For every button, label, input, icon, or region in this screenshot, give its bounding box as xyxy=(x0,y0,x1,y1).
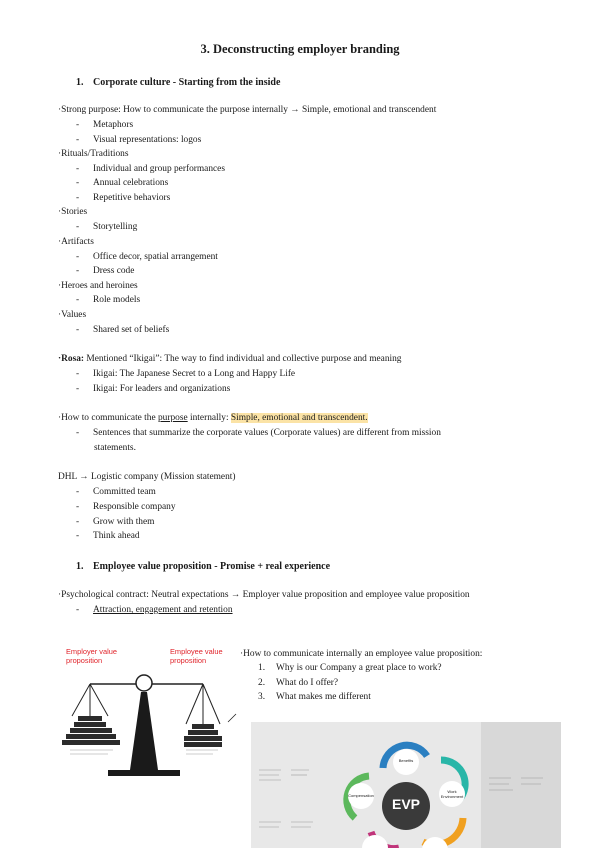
list-item: - Committed team xyxy=(76,487,156,497)
evp-segment-label: Compensation xyxy=(348,793,374,798)
list-item: - Role models xyxy=(76,295,141,305)
section-heading-corporate-culture xyxy=(76,77,280,88)
rosa-label: ·Rosa: xyxy=(58,354,85,364)
list-item: - Shared set of beliefs xyxy=(76,325,170,335)
scale-figure xyxy=(58,640,238,790)
numbered-item: 1. Why is our Company a great place to work? xyxy=(258,663,442,673)
communicate-purpose-line: ·How to communicate the purpose internally: Simple, emotional and transcendent. xyxy=(58,413,368,423)
underlined-purpose: purpose xyxy=(157,413,188,423)
list-item: - Annual celebrations xyxy=(76,178,169,188)
bullet-values: ·Values xyxy=(58,310,87,320)
list-item: - Office decor, spatial arrangement xyxy=(76,252,218,262)
employee-value-label: Employee value proposition xyxy=(170,647,223,665)
highlighted-text: Simple, emotional and transcendent. xyxy=(230,413,368,423)
list-item: - Responsible company xyxy=(76,502,176,512)
page-title: 3. Deconstructing employer branding xyxy=(200,42,400,56)
rosa-note xyxy=(58,354,402,364)
employer-value-label: Employer value proposition xyxy=(66,647,117,665)
section-title: Corporate culture - Starting from the inside xyxy=(93,77,281,88)
list-item: - Metaphors xyxy=(76,120,134,130)
list-item-continuation: statements. xyxy=(94,443,136,453)
bullet-artifacts: ·Artifacts xyxy=(58,237,94,247)
evp-wheel-drawing xyxy=(251,722,561,848)
dhl-heading: DHL → Logistic company (Mission statement) xyxy=(58,472,236,482)
section-number: 1. xyxy=(76,561,84,572)
balance-scale-drawing xyxy=(58,640,238,790)
list-item: - Dress code xyxy=(76,266,135,276)
evp-segment-label: Work Environment xyxy=(440,789,464,799)
list-item: - Visual representations: logos xyxy=(76,135,202,145)
rosa-text: Mentioned “Ikigai”: The way to find individual and collective purpose and meaning xyxy=(84,354,402,364)
section-heading-evp xyxy=(76,561,330,572)
evp-wheel-figure xyxy=(251,722,561,848)
list-item: - Storytelling xyxy=(76,222,138,232)
list-item: - Individual and group performances xyxy=(76,164,225,174)
section-title: Employee value proposition - Promise + real experience xyxy=(93,561,331,572)
bullet-stories: ·Stories xyxy=(58,207,88,217)
numbered-item: 3. What makes me different xyxy=(258,692,371,702)
bullet-rituals: ·Rituals/Traditions xyxy=(58,149,129,159)
numbered-item: 2. What do I offer? xyxy=(258,678,339,688)
bullet-psychological-contract: ·Psychological contract: Neutral expectations → Employer value proposition and employee value proposition xyxy=(58,590,470,600)
evp-center-label: EVP xyxy=(391,796,420,812)
evp-question-heading: ·How to communicate internally an employee value proposition: xyxy=(240,649,483,659)
list-item: - Sentences that summarize the corporate values (Corporate values) are different from mission xyxy=(76,428,441,438)
evp-segment-label: Benefits xyxy=(398,758,414,763)
bullet-heroes: ·Heroes and heroines xyxy=(58,281,138,291)
bullet-strong-purpose: ·Strong purpose: How to communicate the purpose internally → Simple, emotional and transcendent xyxy=(58,105,437,115)
list-item: - Ikigai: The Japanese Secret to a Long and Happy Life xyxy=(76,369,296,379)
list-item: - Attraction, engagement and retention xyxy=(76,605,233,615)
list-item: - Think ahead xyxy=(76,531,140,541)
list-item: - Repetitive behaviors xyxy=(76,193,171,203)
section-number: 1. xyxy=(76,77,84,88)
list-item: - Ikigai: For leaders and organizations xyxy=(76,384,231,394)
list-item: - Grow with them xyxy=(76,517,155,527)
